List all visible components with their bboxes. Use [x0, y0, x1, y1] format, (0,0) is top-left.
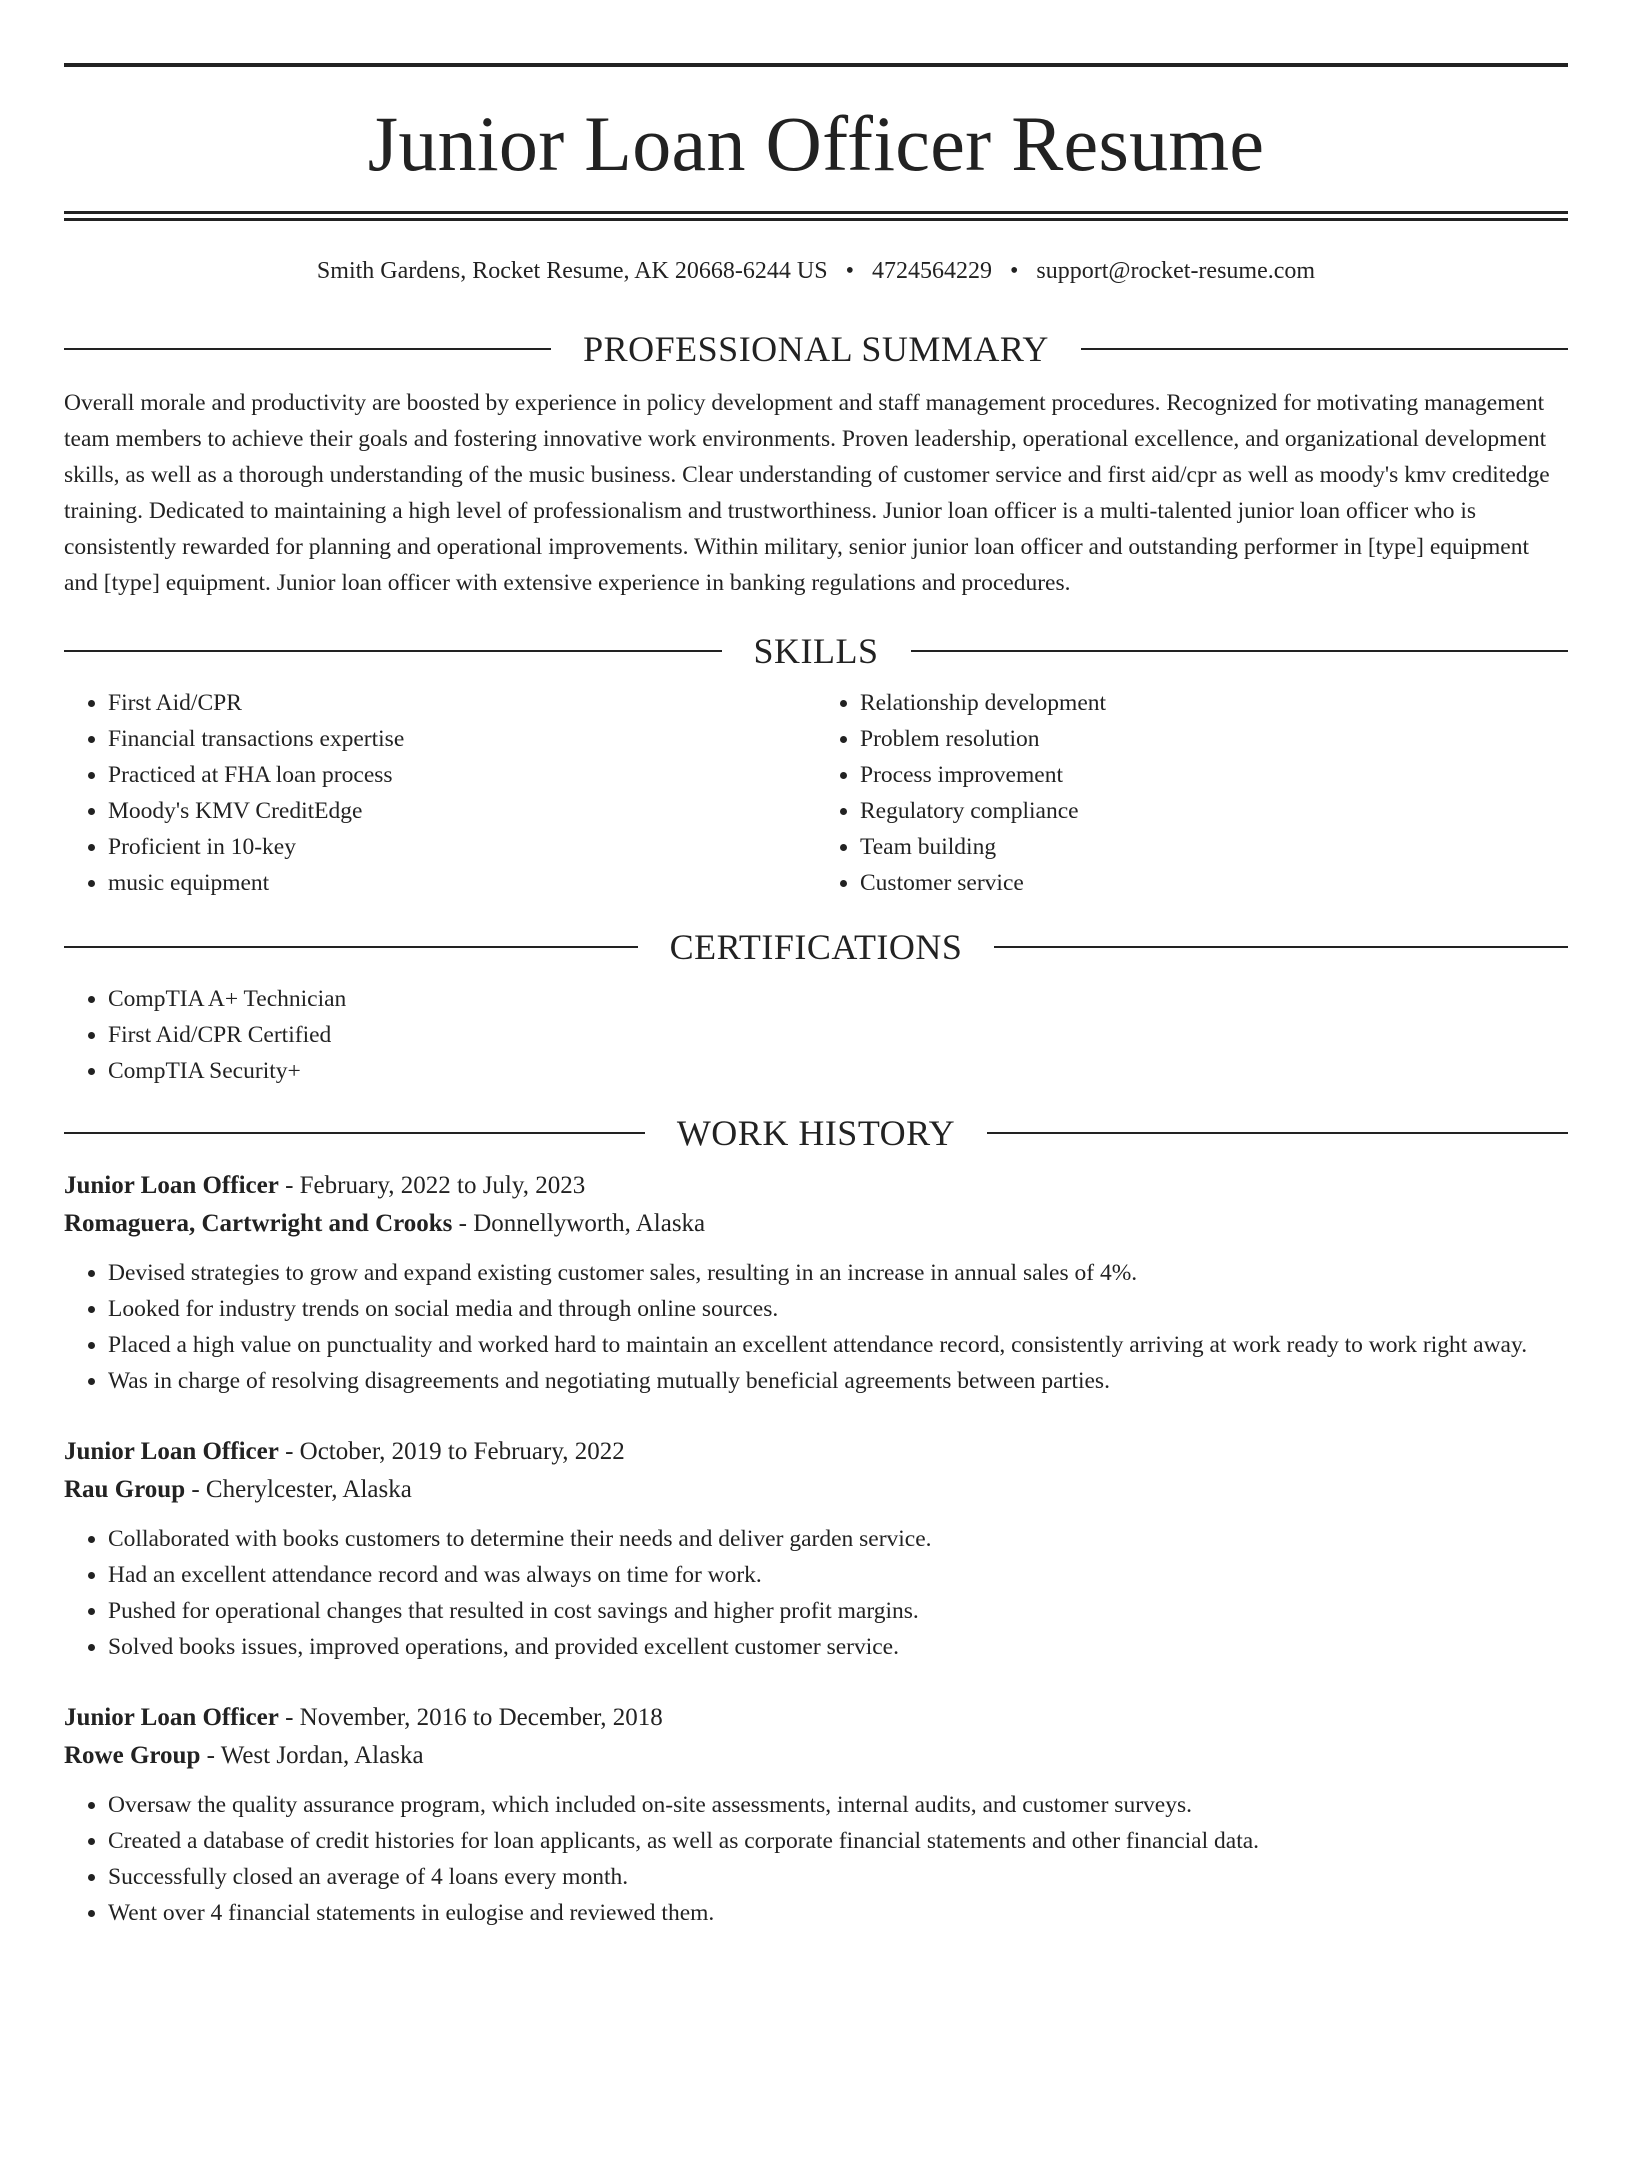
header-top-rule: [64, 63, 1568, 67]
page-title: Junior Loan Officer Resume: [367, 100, 1265, 187]
skill-item: • Team building: [860, 829, 1568, 865]
contact-line: [64, 255, 1568, 287]
job-location: - Donnellyworth, Alaska: [452, 1210, 706, 1237]
section-rule: [911, 650, 1569, 652]
job-dates: - February, 2022 to July, 2023: [278, 1172, 586, 1199]
job-bullet: • Collaborated with books customers to determine their needs and deliver garden service.: [108, 1521, 1568, 1557]
skill-item: • Process improvement: [860, 757, 1568, 793]
job-entry: [64, 1699, 1568, 1931]
job-bullet: • Successfully closed an average of 4 loans every month.: [108, 1859, 1568, 1895]
job-bullet: • Looked for industry trends on social media and through online sources.: [108, 1291, 1568, 1327]
header-double-rule: [64, 211, 1568, 221]
job-title-line: [64, 1699, 1568, 1737]
summary-text: Overall morale and productivity are boosted by experience in policy development and staff management procedures. Recognized for motivating management team members to achieve their goals and fostering innovative work environments. Proven leadership, operational excellence, and organizational development skills, as well as a thorough understanding of the music business. Clear understanding of customer service and first aid/cpr as well as moody's kmv creditedge training. Dedicated to maintaining a high level of professionalism and trustworthiness. Junior loan officer is a multi-talented junior loan officer who is consistently rewarded for planning and operational improvements. Within military, senior junior loan officer and outstanding performer in [type] equipment and [type] equipment. Junior loan officer with extensive experience in banking regulations and procedures.: [64, 390, 1550, 596]
job-bullet: • Oversaw the quality assurance program, which included on-site assessments, internal audits, and customer surveys.: [108, 1787, 1568, 1823]
section-rule: [994, 946, 1568, 948]
job-bullet: • Was in charge of resolving disagreements and negotiating mutually beneficial agreements between parties.: [108, 1363, 1568, 1399]
job-bullet: • Solved books issues, improved operations, and provided excellent customer service.: [108, 1629, 1568, 1665]
contact-email: support@rocket-resume.com: [1036, 258, 1316, 284]
section-rule: [64, 650, 722, 652]
certification-item: • CompTIA Security+: [108, 1053, 1568, 1089]
job-location: - West Jordan, Alaska: [200, 1742, 424, 1769]
job-company: Romaguera, Cartwright and Crooks: [64, 1210, 453, 1237]
job-bullets: [64, 1521, 1568, 1665]
section-rule: [987, 1132, 1568, 1134]
job-company-line: [64, 1205, 1568, 1243]
skill-item: • Customer service: [860, 865, 1568, 901]
resume-page: [0, 63, 1632, 2175]
skills-list-right: [816, 685, 1568, 901]
section-header-summary: [64, 327, 1568, 371]
job-bullets: [64, 1787, 1568, 1931]
section-rule: [64, 1132, 645, 1134]
skill-item: • music equipment: [108, 865, 816, 901]
contact-address: Smith Gardens, Rocket Resume, AK 20668-6244 US: [316, 258, 828, 284]
job-company-line: [64, 1471, 1568, 1509]
job-title: Junior Loan Officer: [64, 1438, 279, 1465]
section-header-certifications: [64, 925, 1568, 969]
job-dates: - October, 2019 to February, 2022: [278, 1438, 625, 1465]
section-title-summary: PROFESSIONAL SUMMARY: [583, 329, 1049, 369]
contact-separator: •: [1009, 258, 1019, 284]
skills-columns: [64, 685, 1568, 901]
skill-item: • Problem resolution: [860, 721, 1568, 757]
skill-item: • First Aid/CPR: [108, 685, 816, 721]
section-rule: [1081, 348, 1568, 350]
contact-separator: •: [845, 258, 854, 284]
job-bullet: • Created a database of credit histories for loan applicants, as well as corporate financial statements and other financial data.: [108, 1823, 1568, 1859]
job-title-line: [64, 1433, 1568, 1471]
contact-phone: 4724564229: [871, 258, 992, 284]
section-rule: [64, 946, 638, 948]
job-bullet: • Pushed for operational changes that resulted in cost savings and higher profit margins.: [108, 1593, 1568, 1629]
job-company: Rowe Group: [64, 1742, 201, 1769]
job-bullet: • Devised strategies to grow and expand existing customer sales, resulting in an increase in annual sales of 4%.: [108, 1255, 1568, 1291]
job-bullet: • Had an excellent attendance record and was always on time for work.: [108, 1557, 1568, 1593]
section-title-skills: SKILLS: [753, 631, 879, 671]
section-header-skills: [64, 629, 1568, 673]
job-title: Junior Loan Officer: [64, 1172, 279, 1199]
job-company-line: [64, 1737, 1568, 1775]
job-bullet: • Went over 4 financial statements in eulogise and reviewed them.: [108, 1895, 1568, 1931]
section-title-certifications: CERTIFICATIONS: [669, 927, 963, 967]
certifications-list: [64, 981, 1568, 1089]
skill-item: • Proficient in 10-key: [108, 829, 816, 865]
certification-item: • CompTIA A+ Technician: [108, 981, 1568, 1017]
skill-item: • Regulatory compliance: [860, 793, 1568, 829]
job-entry: [64, 1433, 1568, 1665]
job-dates: - November, 2016 to December, 2018: [278, 1704, 663, 1731]
job-location: - Cherylcester, Alaska: [185, 1476, 412, 1503]
certification-item: • First Aid/CPR Certified: [108, 1017, 1568, 1053]
skill-item: • Financial transactions expertise: [108, 721, 816, 757]
section-rule: [64, 348, 551, 350]
skill-item: • Moody's KMV CreditEdge: [108, 793, 816, 829]
skill-item: • Practiced at FHA loan process: [108, 757, 816, 793]
skill-item: • Relationship development: [860, 685, 1568, 721]
job-company: Rau Group: [64, 1476, 186, 1503]
section-header-work-history: [64, 1111, 1568, 1155]
job-bullets: [64, 1255, 1568, 1399]
job-title: Junior Loan Officer: [64, 1704, 279, 1731]
skills-list-left: [64, 685, 816, 901]
section-title-work-history: WORK HISTORY: [676, 1113, 956, 1153]
job-title-line: [64, 1167, 1568, 1205]
job-bullet: • Placed a high value on punctuality and worked hard to maintain an excellent attendance record, consistently arriving at work ready to work right away.: [108, 1327, 1568, 1363]
job-entry: [64, 1167, 1568, 1399]
